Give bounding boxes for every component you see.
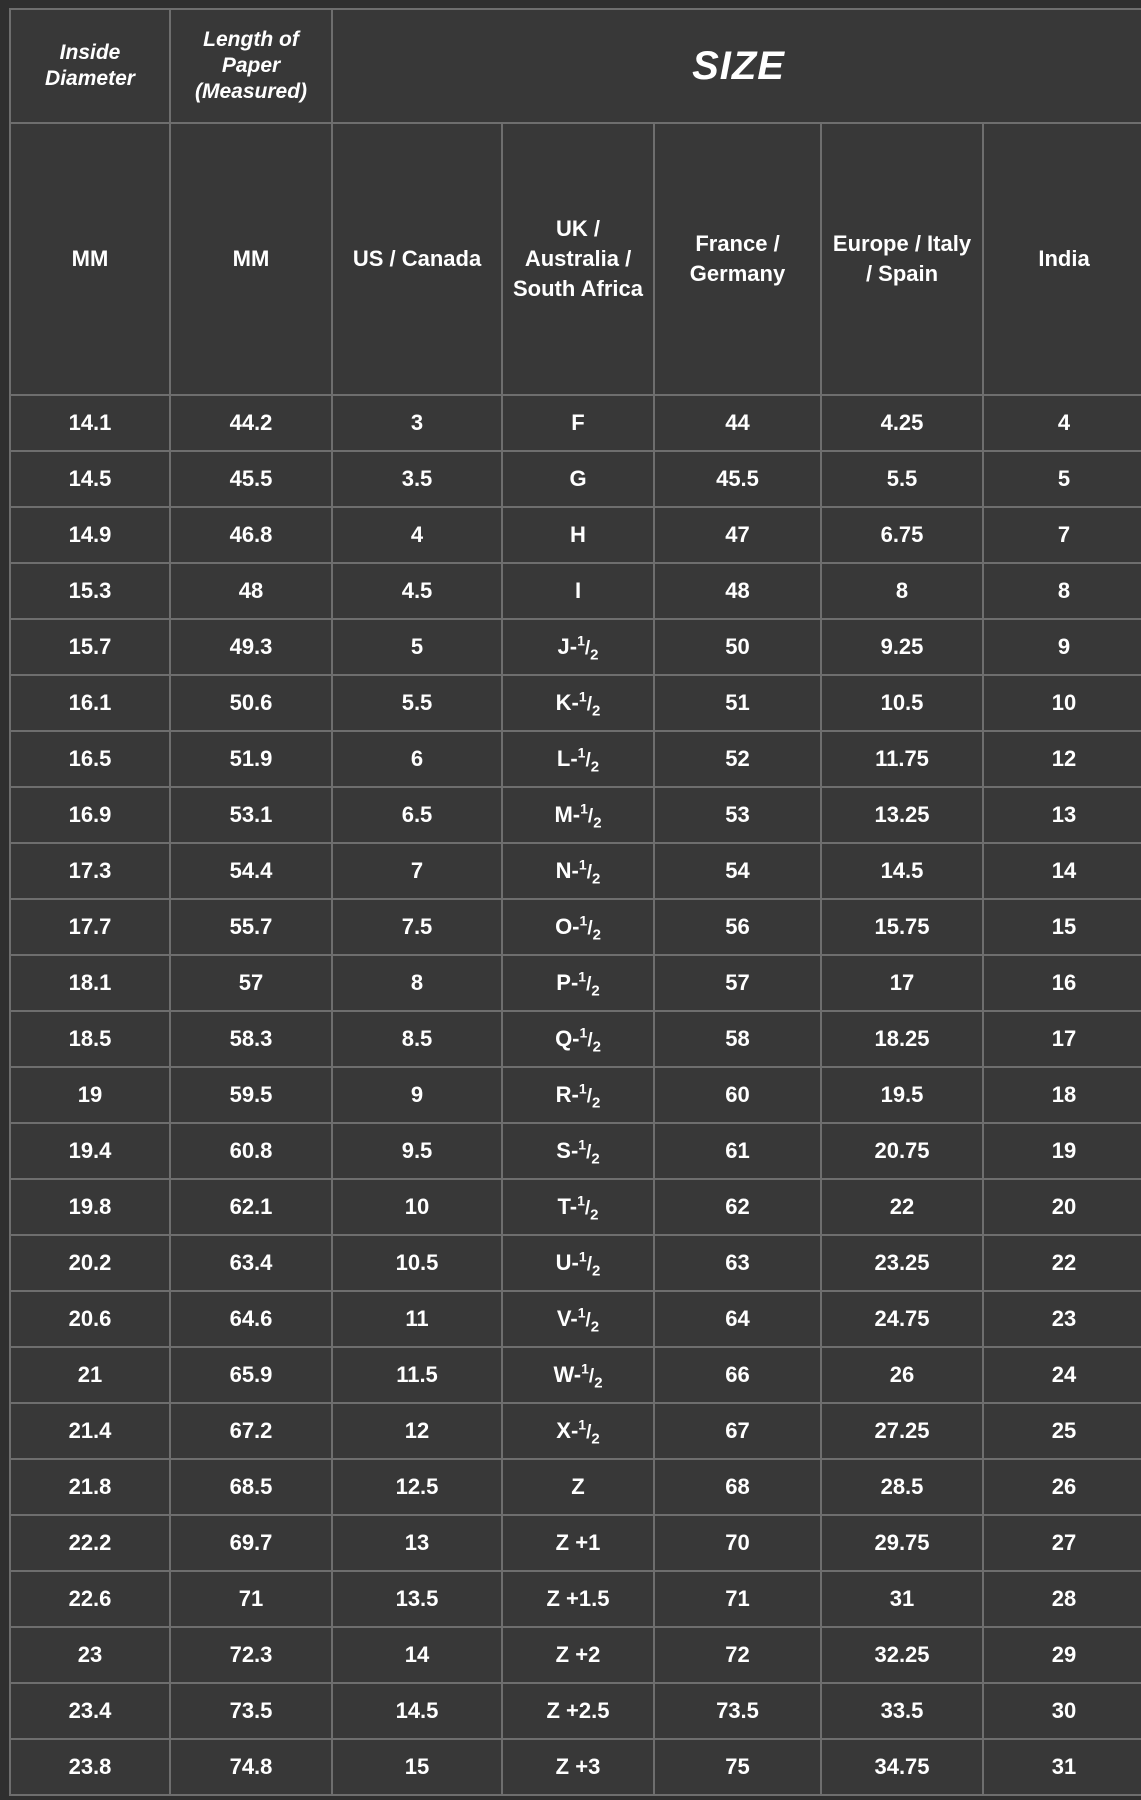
table-cell: 18.5 <box>11 1012 169 1066</box>
table-cell: 22.2 <box>11 1516 169 1570</box>
table-row <box>11 1740 1141 1794</box>
table-cell: 19 <box>984 1124 1141 1178</box>
table-cell: 23 <box>11 1628 169 1682</box>
header-india-label: India <box>1038 246 1090 272</box>
table-cell: $O-^1/_2$ <box>503 900 653 954</box>
table-cell: 18 <box>984 1068 1141 1122</box>
table-cell: 3.5 <box>333 452 501 506</box>
table-cell: F <box>503 396 653 450</box>
table-cell: 28 <box>984 1572 1141 1626</box>
table-cell: 62.1 <box>171 1180 331 1234</box>
header-france-germany <box>655 124 820 394</box>
table-cell: 13 <box>984 788 1141 842</box>
table-cell: 48 <box>171 564 331 618</box>
table-cell: 50 <box>655 620 820 674</box>
table-cell: 19 <box>11 1068 169 1122</box>
table-cell: 30 <box>984 1684 1141 1738</box>
table-cell: 5.5 <box>822 452 982 506</box>
table-cell: 27 <box>984 1516 1141 1570</box>
table-cell: 4.5 <box>333 564 501 618</box>
table-body <box>11 396 1141 1794</box>
table-cell: 14.5 <box>11 452 169 506</box>
table-cell: 15 <box>333 1740 501 1794</box>
table-cell: 28.5 <box>822 1460 982 1514</box>
table-cell: $U-^1/_2$ <box>503 1236 653 1290</box>
table-cell: 55.7 <box>171 900 331 954</box>
table-cell: $P-^1/_2$ <box>503 956 653 1010</box>
ring-size-table <box>9 8 1141 1796</box>
table-cell: 18.25 <box>822 1012 982 1066</box>
table-cell: 20 <box>984 1180 1141 1234</box>
table-cell: 21 <box>11 1348 169 1402</box>
table-row <box>11 508 1141 562</box>
table-cell: 11.5 <box>333 1348 501 1402</box>
table-cell: 7 <box>984 508 1141 562</box>
table-cell: 14 <box>984 844 1141 898</box>
table-cell: 73.5 <box>171 1684 331 1738</box>
table-row <box>11 1516 1141 1570</box>
table-cell: 31 <box>984 1740 1141 1794</box>
table-cell: 16 <box>984 956 1141 1010</box>
header-inside-diameter <box>11 10 169 122</box>
table-cell: 15.75 <box>822 900 982 954</box>
table-cell: 19.8 <box>11 1180 169 1234</box>
table-cell: 6.75 <box>822 508 982 562</box>
table-cell: Z <box>503 1460 653 1514</box>
table-cell: 62 <box>655 1180 820 1234</box>
table-row <box>11 1236 1141 1290</box>
table-cell: 4 <box>984 396 1141 450</box>
table-cell: 8 <box>984 564 1141 618</box>
table-cell: 26 <box>984 1460 1141 1514</box>
table-cell: 24 <box>984 1348 1141 1402</box>
table-cell: 67.2 <box>171 1404 331 1458</box>
table-cell: 56 <box>655 900 820 954</box>
table-cell: 47 <box>655 508 820 562</box>
table-cell: 20.2 <box>11 1236 169 1290</box>
header-uk-australia-south-africa <box>503 124 653 394</box>
table-row <box>11 452 1141 506</box>
table-cell: 64 <box>655 1292 820 1346</box>
table-row <box>11 1628 1141 1682</box>
table-cell: 9 <box>984 620 1141 674</box>
table-cell: 63 <box>655 1236 820 1290</box>
table-cell: G <box>503 452 653 506</box>
table-row <box>11 1012 1141 1066</box>
header-size-title <box>333 10 1141 122</box>
table-cell: 50.6 <box>171 676 331 730</box>
table-cell: 17.7 <box>11 900 169 954</box>
header-length-of-paper <box>171 10 331 122</box>
table-cell: 7.5 <box>333 900 501 954</box>
table-cell: 53 <box>655 788 820 842</box>
table-cell: 71 <box>171 1572 331 1626</box>
header-us-canada-label: US / Canada <box>352 246 482 272</box>
table-cell: 68.5 <box>171 1460 331 1514</box>
table-cell: 72.3 <box>171 1628 331 1682</box>
header-india <box>984 124 1141 394</box>
table-cell: 8.5 <box>333 1012 501 1066</box>
table-cell: 49.3 <box>171 620 331 674</box>
table-row <box>11 1180 1141 1234</box>
table-row <box>11 1348 1141 1402</box>
header-length-of-paper-label: Length of Paper (Measured) <box>194 27 308 104</box>
table-cell: $N-^1/_2$ <box>503 844 653 898</box>
table-row <box>11 1292 1141 1346</box>
table-row <box>11 1684 1141 1738</box>
table-cell: 31 <box>822 1572 982 1626</box>
table-cell: Z +1.5 <box>503 1572 653 1626</box>
table-cell: 34.75 <box>822 1740 982 1794</box>
table-cell: 10.5 <box>822 676 982 730</box>
header-inside-diameter-unit <box>11 124 169 394</box>
table-cell: 16.9 <box>11 788 169 842</box>
header-europe-italy-spain-label: Europe / Italy / Spain <box>832 231 972 286</box>
header-row-sub <box>11 124 1141 394</box>
table-cell: 74.8 <box>171 1740 331 1794</box>
table-cell: 6.5 <box>333 788 501 842</box>
table-row <box>11 396 1141 450</box>
table-cell: 14.5 <box>822 844 982 898</box>
table-cell: 27.25 <box>822 1404 982 1458</box>
table-cell: 32.25 <box>822 1628 982 1682</box>
table-cell: 68 <box>655 1460 820 1514</box>
table-cell: 58.3 <box>171 1012 331 1066</box>
header-uk-australia-south-africa-label: UK / Australia / South Africa <box>513 216 643 301</box>
table-cell: 17 <box>984 1012 1141 1066</box>
table-cell: 9.5 <box>333 1124 501 1178</box>
table-cell: 52 <box>655 732 820 786</box>
table-cell: 75 <box>655 1740 820 1794</box>
table-cell: 54 <box>655 844 820 898</box>
table-row <box>11 844 1141 898</box>
table-cell: 29 <box>984 1628 1141 1682</box>
table-row <box>11 620 1141 674</box>
table-cell: 5 <box>333 620 501 674</box>
table-cell: 51 <box>655 676 820 730</box>
table-cell: 19.5 <box>822 1068 982 1122</box>
table-cell: 14.9 <box>11 508 169 562</box>
table-cell: 10 <box>984 676 1141 730</box>
table-cell: 73.5 <box>655 1684 820 1738</box>
table-cell: 19.4 <box>11 1124 169 1178</box>
table-cell: 14.5 <box>333 1684 501 1738</box>
table-cell: 12 <box>984 732 1141 786</box>
table-cell: 5.5 <box>333 676 501 730</box>
table-cell: $Q-^1/_2$ <box>503 1012 653 1066</box>
table-cell: 9 <box>333 1068 501 1122</box>
table-cell: 60 <box>655 1068 820 1122</box>
table-cell: $R-^1/_2$ <box>503 1068 653 1122</box>
header-europe-italy-spain <box>822 124 982 394</box>
table-cell: 22.6 <box>11 1572 169 1626</box>
header-inside-diameter-unit-label: MM <box>71 246 109 272</box>
header-length-unit <box>171 124 331 394</box>
header-inside-diameter-label: Inside Diameter <box>45 40 135 90</box>
table-cell: $T-^1/_2$ <box>503 1180 653 1234</box>
table-cell: 23.4 <box>11 1684 169 1738</box>
table-cell: 64.6 <box>171 1292 331 1346</box>
table-cell: 59.5 <box>171 1068 331 1122</box>
table-cell: 71 <box>655 1572 820 1626</box>
table-cell: 46.8 <box>171 508 331 562</box>
table-cell: 44 <box>655 396 820 450</box>
table-cell: $J-^1/_2$ <box>503 620 653 674</box>
header-length-unit-label: MM <box>232 246 270 272</box>
table-row <box>11 1068 1141 1122</box>
table-cell: 4 <box>333 508 501 562</box>
header-row-top <box>11 10 1141 122</box>
table-header <box>11 10 1141 394</box>
table-cell: 4.25 <box>822 396 982 450</box>
table-cell: 57 <box>655 956 820 1010</box>
table-cell: 13.5 <box>333 1572 501 1626</box>
header-us-canada <box>333 124 501 394</box>
table-cell: 7 <box>333 844 501 898</box>
size-title-label: SIZE <box>692 43 785 88</box>
table-cell: 17 <box>822 956 982 1010</box>
table-cell: 26 <box>822 1348 982 1402</box>
table-cell: 13 <box>333 1516 501 1570</box>
table-cell: 70 <box>655 1516 820 1570</box>
table-row <box>11 1124 1141 1178</box>
table-cell: Z +3 <box>503 1740 653 1794</box>
table-cell: 23.8 <box>11 1740 169 1794</box>
table-cell: 14.1 <box>11 396 169 450</box>
table-cell: 45.5 <box>171 452 331 506</box>
header-france-germany-label: France / Germany <box>689 231 786 286</box>
table-cell: Z +2 <box>503 1628 653 1682</box>
table-cell: 72 <box>655 1628 820 1682</box>
table-cell: 17.3 <box>11 844 169 898</box>
table-row <box>11 900 1141 954</box>
table-cell: Z +2.5 <box>503 1684 653 1738</box>
table-cell: H <box>503 508 653 562</box>
table-cell: 53.1 <box>171 788 331 842</box>
table-cell: 10 <box>333 1180 501 1234</box>
table-row <box>11 564 1141 618</box>
table-cell: 5 <box>984 452 1141 506</box>
table-cell: 6 <box>333 732 501 786</box>
table-cell: 51.9 <box>171 732 331 786</box>
table-cell: Z +1 <box>503 1516 653 1570</box>
table-cell: 20.75 <box>822 1124 982 1178</box>
table-cell: 11 <box>333 1292 501 1346</box>
table-cell: 58 <box>655 1012 820 1066</box>
table-cell: 20.6 <box>11 1292 169 1346</box>
table-cell: 15 <box>984 900 1141 954</box>
table-cell: 63.4 <box>171 1236 331 1290</box>
table-cell: 48 <box>655 564 820 618</box>
table-cell: 61 <box>655 1124 820 1178</box>
table-cell: 57 <box>171 956 331 1010</box>
table-cell: 69.7 <box>171 1516 331 1570</box>
table-cell: 9.25 <box>822 620 982 674</box>
table-cell: 12 <box>333 1404 501 1458</box>
table-cell: 23 <box>984 1292 1141 1346</box>
table-cell: 14 <box>333 1628 501 1682</box>
table-cell: $S-^1/_2$ <box>503 1124 653 1178</box>
table-cell: 15.3 <box>11 564 169 618</box>
table-cell: 18.1 <box>11 956 169 1010</box>
table-cell: $M-^1/_2$ <box>503 788 653 842</box>
table-cell: 22 <box>984 1236 1141 1290</box>
table-cell: 54.4 <box>171 844 331 898</box>
table-row <box>11 1460 1141 1514</box>
table-cell: $X-^1/_2$ <box>503 1404 653 1458</box>
table-cell: I <box>503 564 653 618</box>
table-cell: 45.5 <box>655 452 820 506</box>
table-cell: $V-^1/_2$ <box>503 1292 653 1346</box>
table-cell: 44.2 <box>171 396 331 450</box>
table-row <box>11 1572 1141 1626</box>
table-row <box>11 676 1141 730</box>
table-cell: 21.4 <box>11 1404 169 1458</box>
table-cell: 8 <box>333 956 501 1010</box>
table-cell: 15.7 <box>11 620 169 674</box>
table-cell: 3 <box>333 396 501 450</box>
table-cell: 29.75 <box>822 1516 982 1570</box>
table-cell: 8 <box>822 564 982 618</box>
table-cell: 67 <box>655 1404 820 1458</box>
table-cell: 60.8 <box>171 1124 331 1178</box>
table-cell: 10.5 <box>333 1236 501 1290</box>
table-cell: $W-^1/_2$ <box>503 1348 653 1402</box>
table-cell: 16.1 <box>11 676 169 730</box>
table-cell: 33.5 <box>822 1684 982 1738</box>
table-cell: 22 <box>822 1180 982 1234</box>
table-cell: $L-^1/_2$ <box>503 732 653 786</box>
table-cell: 13.25 <box>822 788 982 842</box>
table-cell: 25 <box>984 1404 1141 1458</box>
table-row <box>11 1404 1141 1458</box>
table-cell: 12.5 <box>333 1460 501 1514</box>
table-row <box>11 956 1141 1010</box>
table-cell: 66 <box>655 1348 820 1402</box>
table-cell: 16.5 <box>11 732 169 786</box>
table-row <box>11 788 1141 842</box>
table-cell: 65.9 <box>171 1348 331 1402</box>
table-cell: 23.25 <box>822 1236 982 1290</box>
table-cell: $K-^1/_2$ <box>503 676 653 730</box>
table-cell: 21.8 <box>11 1460 169 1514</box>
table-row <box>11 732 1141 786</box>
table-cell: 11.75 <box>822 732 982 786</box>
table-cell: 24.75 <box>822 1292 982 1346</box>
